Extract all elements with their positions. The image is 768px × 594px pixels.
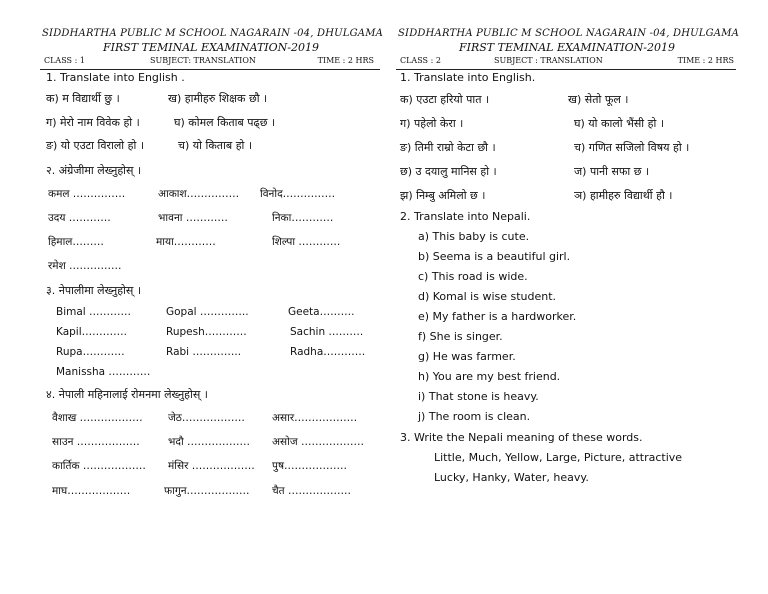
question-4-item: कार्तिक ………………	[52, 460, 146, 472]
question-2-item: उदय …………	[48, 212, 111, 224]
question-4-item: माघ………………	[52, 485, 131, 497]
header-rule	[40, 69, 380, 70]
question-2-item: f) She is singer.	[418, 330, 503, 343]
question-1-item: ख) हामीहरु शिक्षक छौ ।	[168, 92, 268, 105]
question-2-item: a) This baby is cute.	[418, 230, 530, 243]
question-3-item: Rabi …………..	[166, 346, 242, 358]
exam-title: FIRST TEMINAL EXAMINATION-2019	[103, 41, 319, 54]
question-1-item: झ) निम्बु अमिलो छ ।	[400, 189, 486, 202]
question-1-title: 1. Translate into English .	[46, 71, 185, 84]
question-3-title: ३. नेपालीमा लेख्नुहोस् ।	[46, 284, 142, 297]
question-1-item: क) म विद्यार्थी छु ।	[46, 92, 120, 105]
question-3-item: Radha…………	[290, 346, 366, 358]
time-label: TIME : 2 HRS	[677, 56, 734, 65]
question-2-title: 2. Translate into Nepali.	[400, 210, 531, 223]
question-1-item: छ) उ दयालु मानिस हो ।	[400, 165, 497, 178]
question-3-item: Sachin ……….	[290, 326, 364, 338]
question-4-item: फागुन………………	[164, 485, 250, 497]
question-4-item: असार………………	[272, 412, 358, 424]
question-2-item: रमेश ……………	[48, 260, 122, 272]
question-2-item: निका…………	[272, 212, 334, 224]
question-3-item: Manissha …………	[56, 366, 151, 378]
question-3-item: Bimal …………	[56, 306, 132, 318]
question-2-item: शिल्पा …………	[272, 236, 341, 248]
question-2-item: b) Seema is a beautiful girl.	[418, 250, 571, 263]
question-1-item: घ) कोमल किताब पढ्छ ।	[174, 116, 276, 129]
question-2-item: h) You are my best friend.	[418, 370, 561, 383]
exam-meta	[42, 56, 380, 68]
question-1-item: ञ) हामीहरु विद्यार्थी हौ ।	[574, 189, 673, 202]
question-1-item: घ) यो कालो भैंसी हो ।	[574, 117, 664, 130]
class-label: CLASS : 2	[400, 56, 441, 65]
question-4-title: ४. नेपाली महिनालाई रोमनमा लेख्नुहोस् ।	[46, 388, 208, 401]
question-1-item: क) एउटा हरियो पात ।	[400, 93, 490, 106]
question-3-item: Rupa…………	[56, 346, 125, 358]
question-3-item: Rupesh…………	[166, 326, 247, 338]
time-label: TIME : 2 HRS	[317, 56, 374, 65]
question-3-item: Gopal …………..	[166, 306, 249, 318]
question-2-item: e) My father is a hardworker.	[418, 310, 577, 323]
question-3-title: 3. Write the Nepali meaning of these words.	[400, 431, 643, 444]
question-1-item: ङ) तिमी राम्रो केटा छौ ।	[400, 141, 496, 154]
question-2-item: g) He was farmer.	[418, 350, 516, 363]
question-1-title: 1. Translate into English.	[400, 71, 536, 84]
question-1-item: ज) पानी सफा छ ।	[574, 165, 650, 178]
question-2-item: d) Komal is wise student.	[418, 290, 557, 303]
question-4-item: असोज ………………	[272, 436, 364, 448]
question-1-item: ग) पहेलो केरा ।	[400, 117, 464, 130]
subject-label: SUBJECT: TRANSLATION	[150, 56, 256, 65]
question-2-item: विनोद……………	[260, 188, 336, 200]
question-4-item: भदौ ………………	[168, 436, 251, 448]
question-4-item: चैत ………………	[272, 485, 351, 497]
question-2-item: माया…………	[156, 236, 216, 248]
question-4-item: मंसिर ………………	[168, 460, 255, 472]
question-4-item: साउन ………………	[52, 436, 140, 448]
question-2-item: i) That stone is heavy.	[418, 390, 539, 403]
question-1-item: च) गणित सजिलो विषय हो ।	[574, 141, 690, 154]
question-4-item: वैशाख ………………	[52, 412, 143, 424]
question-2-item: भावना …………	[158, 212, 228, 224]
question-3-item: Geeta……….	[288, 306, 355, 318]
exam-title: FIRST TEMINAL EXAMINATION-2019	[459, 41, 675, 54]
header-rule	[396, 69, 736, 70]
exam-meta	[398, 56, 736, 68]
question-2-item: c) This road is wide.	[418, 270, 528, 283]
question-4-item: पुष………………	[272, 460, 348, 472]
question-2-item: हिमाल………	[48, 236, 104, 248]
question-2-item: कमल ……………	[48, 188, 126, 200]
question-2-item: आकाश……………	[158, 188, 240, 200]
question-1-item: ग) मेरो नाम विवेक हो ।	[46, 116, 140, 129]
question-2-item: j) The room is clean.	[418, 410, 531, 423]
question-1-item: च) यो किताब हो ।	[178, 139, 253, 152]
question-3-words: Lucky, Hanky, Water, heavy.	[434, 471, 589, 484]
school-name: SIDDHARTHA PUBLIC M SCHOOL NAGARAIN -04, DHULGAMA	[42, 28, 384, 39]
question-3-words: Little, Much, Yellow, Large, Picture, attractive	[434, 451, 683, 464]
school-name: SIDDHARTHA PUBLIC M SCHOOL NAGARAIN -04, DHULGAMA	[398, 28, 740, 39]
question-1-item: ख) सेतो फूल ।	[568, 93, 629, 106]
question-4-item: जेठ………………	[168, 412, 245, 424]
class-label: CLASS : 1	[44, 56, 85, 65]
subject-label: SUBJECT : TRANSLATION	[494, 56, 603, 65]
question-1-item: ङ) यो एउटा विरालो हो ।	[46, 139, 144, 152]
question-3-item: Kapil………….	[56, 326, 127, 338]
question-2-title: २. अंग्रेजीमा लेख्नुहोस् ।	[46, 164, 142, 177]
